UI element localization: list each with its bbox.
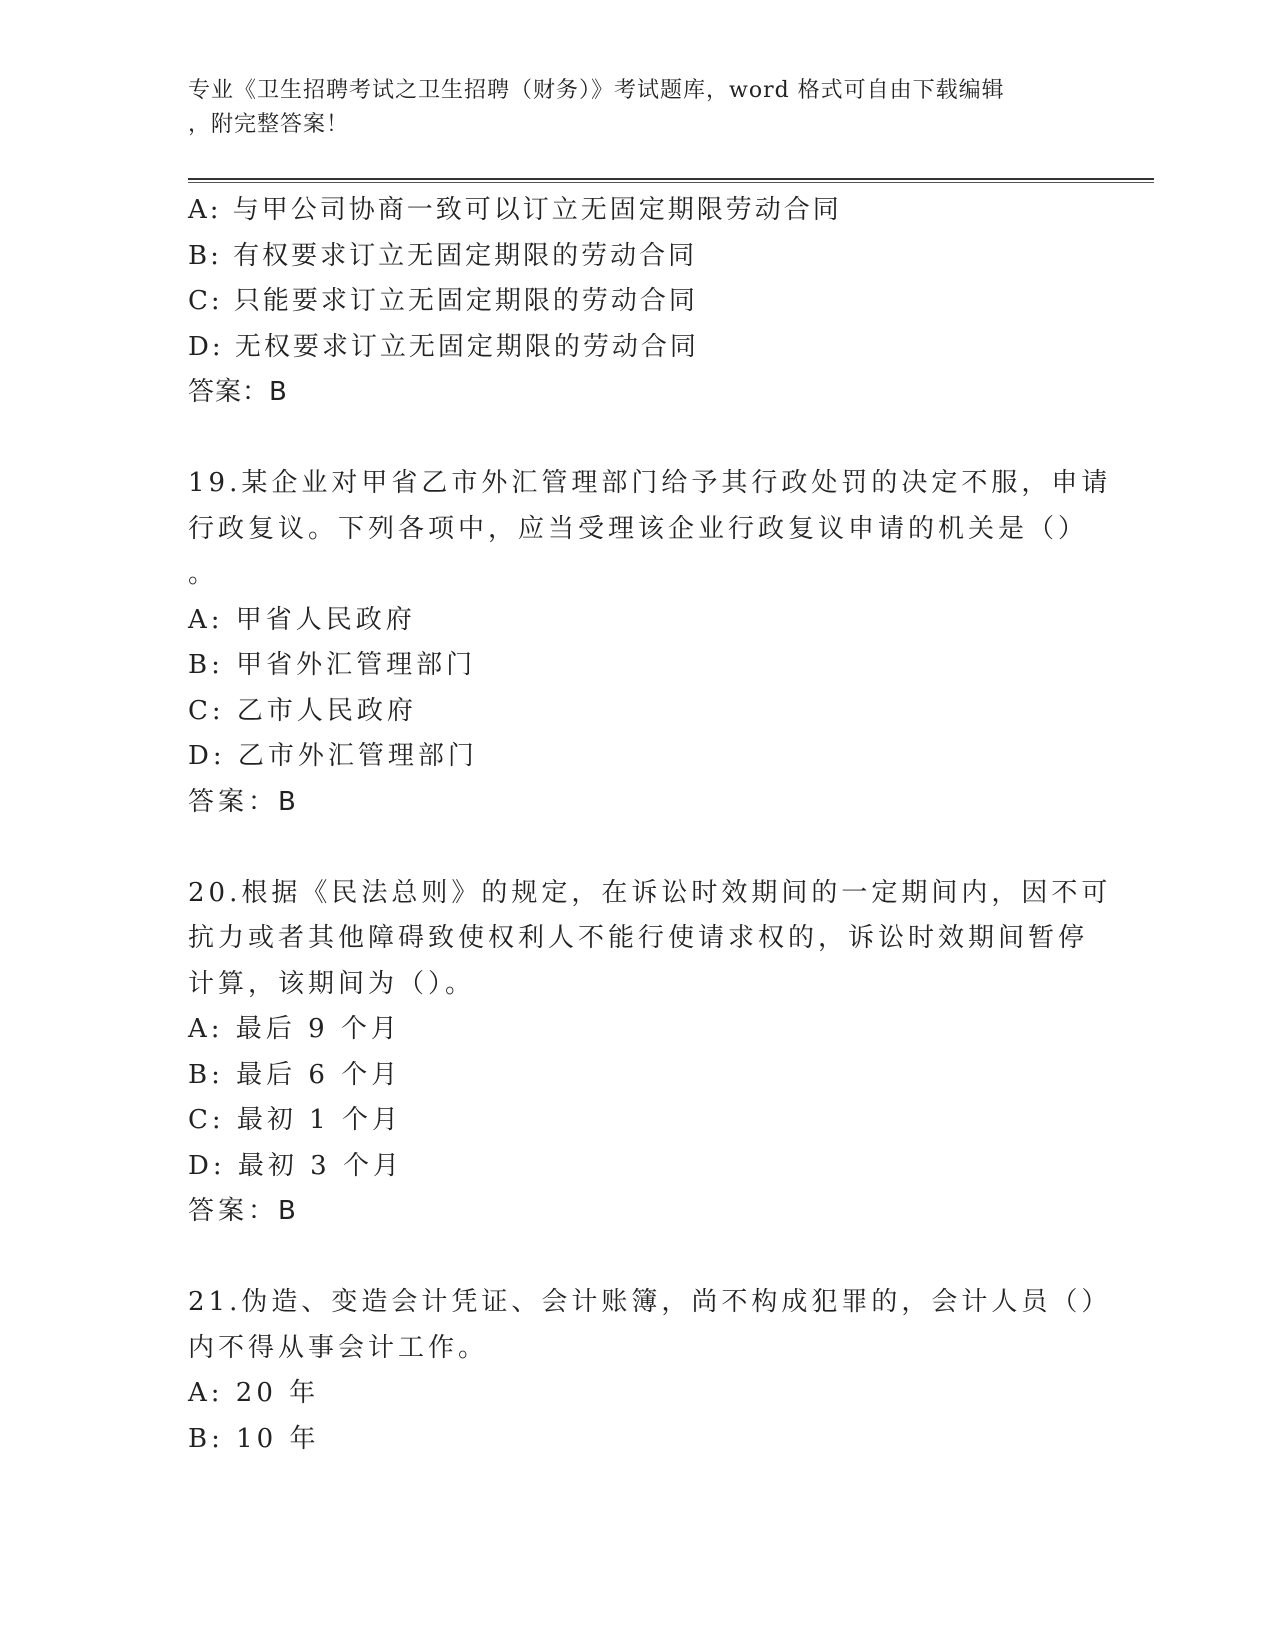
question-text-line: 计算，该期间为（）。 — [188, 968, 476, 999]
document-body — [188, 188, 1112, 1462]
option-d: D: 乙市外汇管理部门 — [188, 741, 478, 771]
option-c: C: 只能要求订立无固定期限的劳动合同 — [188, 286, 698, 316]
answer: 答案：B — [188, 1196, 300, 1226]
document-header — [188, 74, 1068, 142]
option-a: A: 与甲公司协商一致可以订立无固定期限劳动合同 — [188, 195, 842, 225]
option-d: D: 最初 3 个月 — [188, 1150, 403, 1181]
question-19 — [188, 461, 1112, 825]
question-text-line: 。 — [188, 559, 219, 589]
header-rule-thick — [188, 178, 1154, 180]
question-text-line: 内不得从事会计工作。 — [188, 1332, 489, 1363]
option-a: A: 甲省人民政府 — [188, 604, 416, 635]
question-18-block — [188, 188, 1078, 416]
question-text-line: 21.伪造、变造会计凭证、会计账簿，尚不构成犯罪的，会计人员（） — [188, 1287, 1112, 1317]
option-a: A: 20 年 — [188, 1378, 320, 1408]
option-c: C: 最初 1 个月 — [188, 1105, 402, 1135]
header-rule-thin — [188, 182, 1154, 183]
question-text-line: 行政复议。下列各项中，应当受理该企业行政复议申请的机关是（） — [188, 513, 1089, 544]
answer: 答案：B — [188, 786, 300, 817]
question-20 — [188, 871, 1112, 1235]
option-d: D: 无权要求订立无固定期限的劳动合同 — [188, 331, 699, 362]
question-text-line: 19.某企业对甲省乙市外汇管理部门给予其行政处罚的决定不服，申请 — [188, 468, 1112, 498]
option-b: B: 甲省外汇管理部门 — [188, 650, 477, 680]
question-21 — [188, 1280, 1112, 1462]
option-b: B: 最后 6 个月 — [188, 1059, 402, 1090]
question-text-line: 20.根据《民法总则》的规定，在诉讼时效期间的一定期间内，因不可 — [188, 877, 1112, 908]
option-c: C: 乙市人民政府 — [188, 695, 417, 726]
header-line-2: ，附完整答案！ — [188, 112, 350, 137]
option-a: A: 最后 9 个月 — [188, 1014, 401, 1044]
question-text-line: 抗力或者其他障碍致使权利人不能行使请求权的，诉讼时效期间暂停 — [188, 923, 1089, 953]
answer: 答案：B — [188, 377, 288, 407]
option-b: B: 10 年 — [188, 1423, 320, 1454]
option-b: B: 有权要求订立无固定期限的劳动合同 — [188, 240, 698, 271]
header-line-1: 专业《卫生招聘考试之卫生招聘（财务）》考试题库，word 格式可自由下载编辑 — [188, 78, 1005, 103]
